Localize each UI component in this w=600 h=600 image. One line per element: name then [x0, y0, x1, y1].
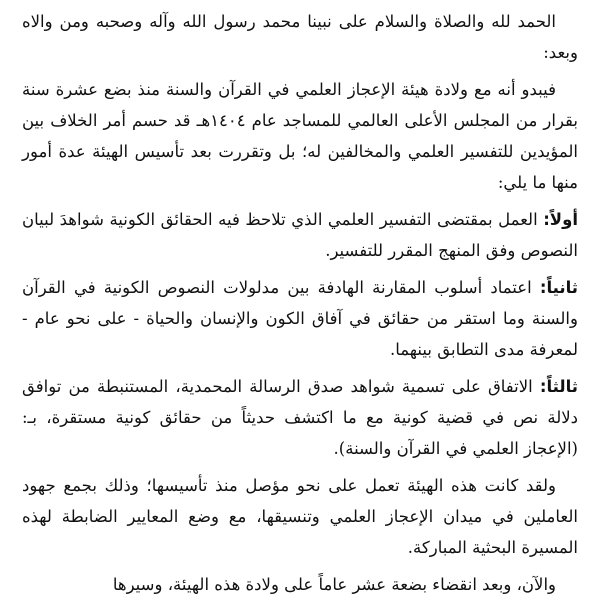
point-two-label: ثانياً: — [539, 278, 578, 297]
point-three — [22, 371, 578, 464]
opening-paragraph: الحمد لله والصلاة والسلام على نبينا محمد رسول الله وآله وصحبه ومن والاه وبعد: — [22, 12, 578, 62]
point-three-label: ثالثاً: — [539, 377, 578, 396]
point-two — [22, 272, 578, 365]
point-one-label: أولاً: — [543, 210, 578, 229]
point-three-text: الاتفاق على تسمية شواهد صدق الرسالة المحمدية، المستنبطة من توافق دلالة نص في قضية كونية مع ما اكتشف حديثاً من حقائق كونية مستقرة، بـ: (الإعجاز العلمي في القرآن والسنة). — [22, 377, 578, 458]
point-one-text: العمل بمقتضى التفسير العلمي الذي تلاحظ فيه الحقائق الكونية شواهدَ لبيان النصوص وفق المنهج المقرر للتفسير. — [22, 210, 578, 260]
closing-paragraph: ولقد كانت هذه الهيئة تعمل على نحو مؤصل منذ تأسيسها؛ وذلك بجمع جهود العاملين في ميدان الإعجاز العلمي وتنسيقها، مع وضع المعايير الضابطة لهذه المسيرة البحثية المباركة. — [22, 476, 578, 557]
intro-paragraph: فيبدو أنه مع ولادة هيئة الإعجاز العلمي في القرآن والسنة منذ بضع عشرة سنة بقرار من المجلس الأعلى العالمي للمساجد عام ١٤٠٤هـ قد حسم أمر الخلاف بين المؤيدين للتفسير العلمي والمخالفين له؛ بل وتقررت بعد تأسيس الهيئة عدة أمور منها ما يلي: — [22, 80, 578, 192]
point-one — [22, 204, 578, 266]
point-two-text: اعتماد أسلوب المقارنة الهادفة بين مدلولات النصوص الكونية في القرآن والسنة وما استقر من حقائق في آفاق الكون والإنسان والحياة - على نحو عام - لمعرفة مدى التطابق بينهما. — [22, 278, 578, 359]
final-paragraph: والآن، وبعد انقضاء بضعة عشر عاماً على ولادة هذه الهيئة، وسيرها — [112, 575, 556, 594]
